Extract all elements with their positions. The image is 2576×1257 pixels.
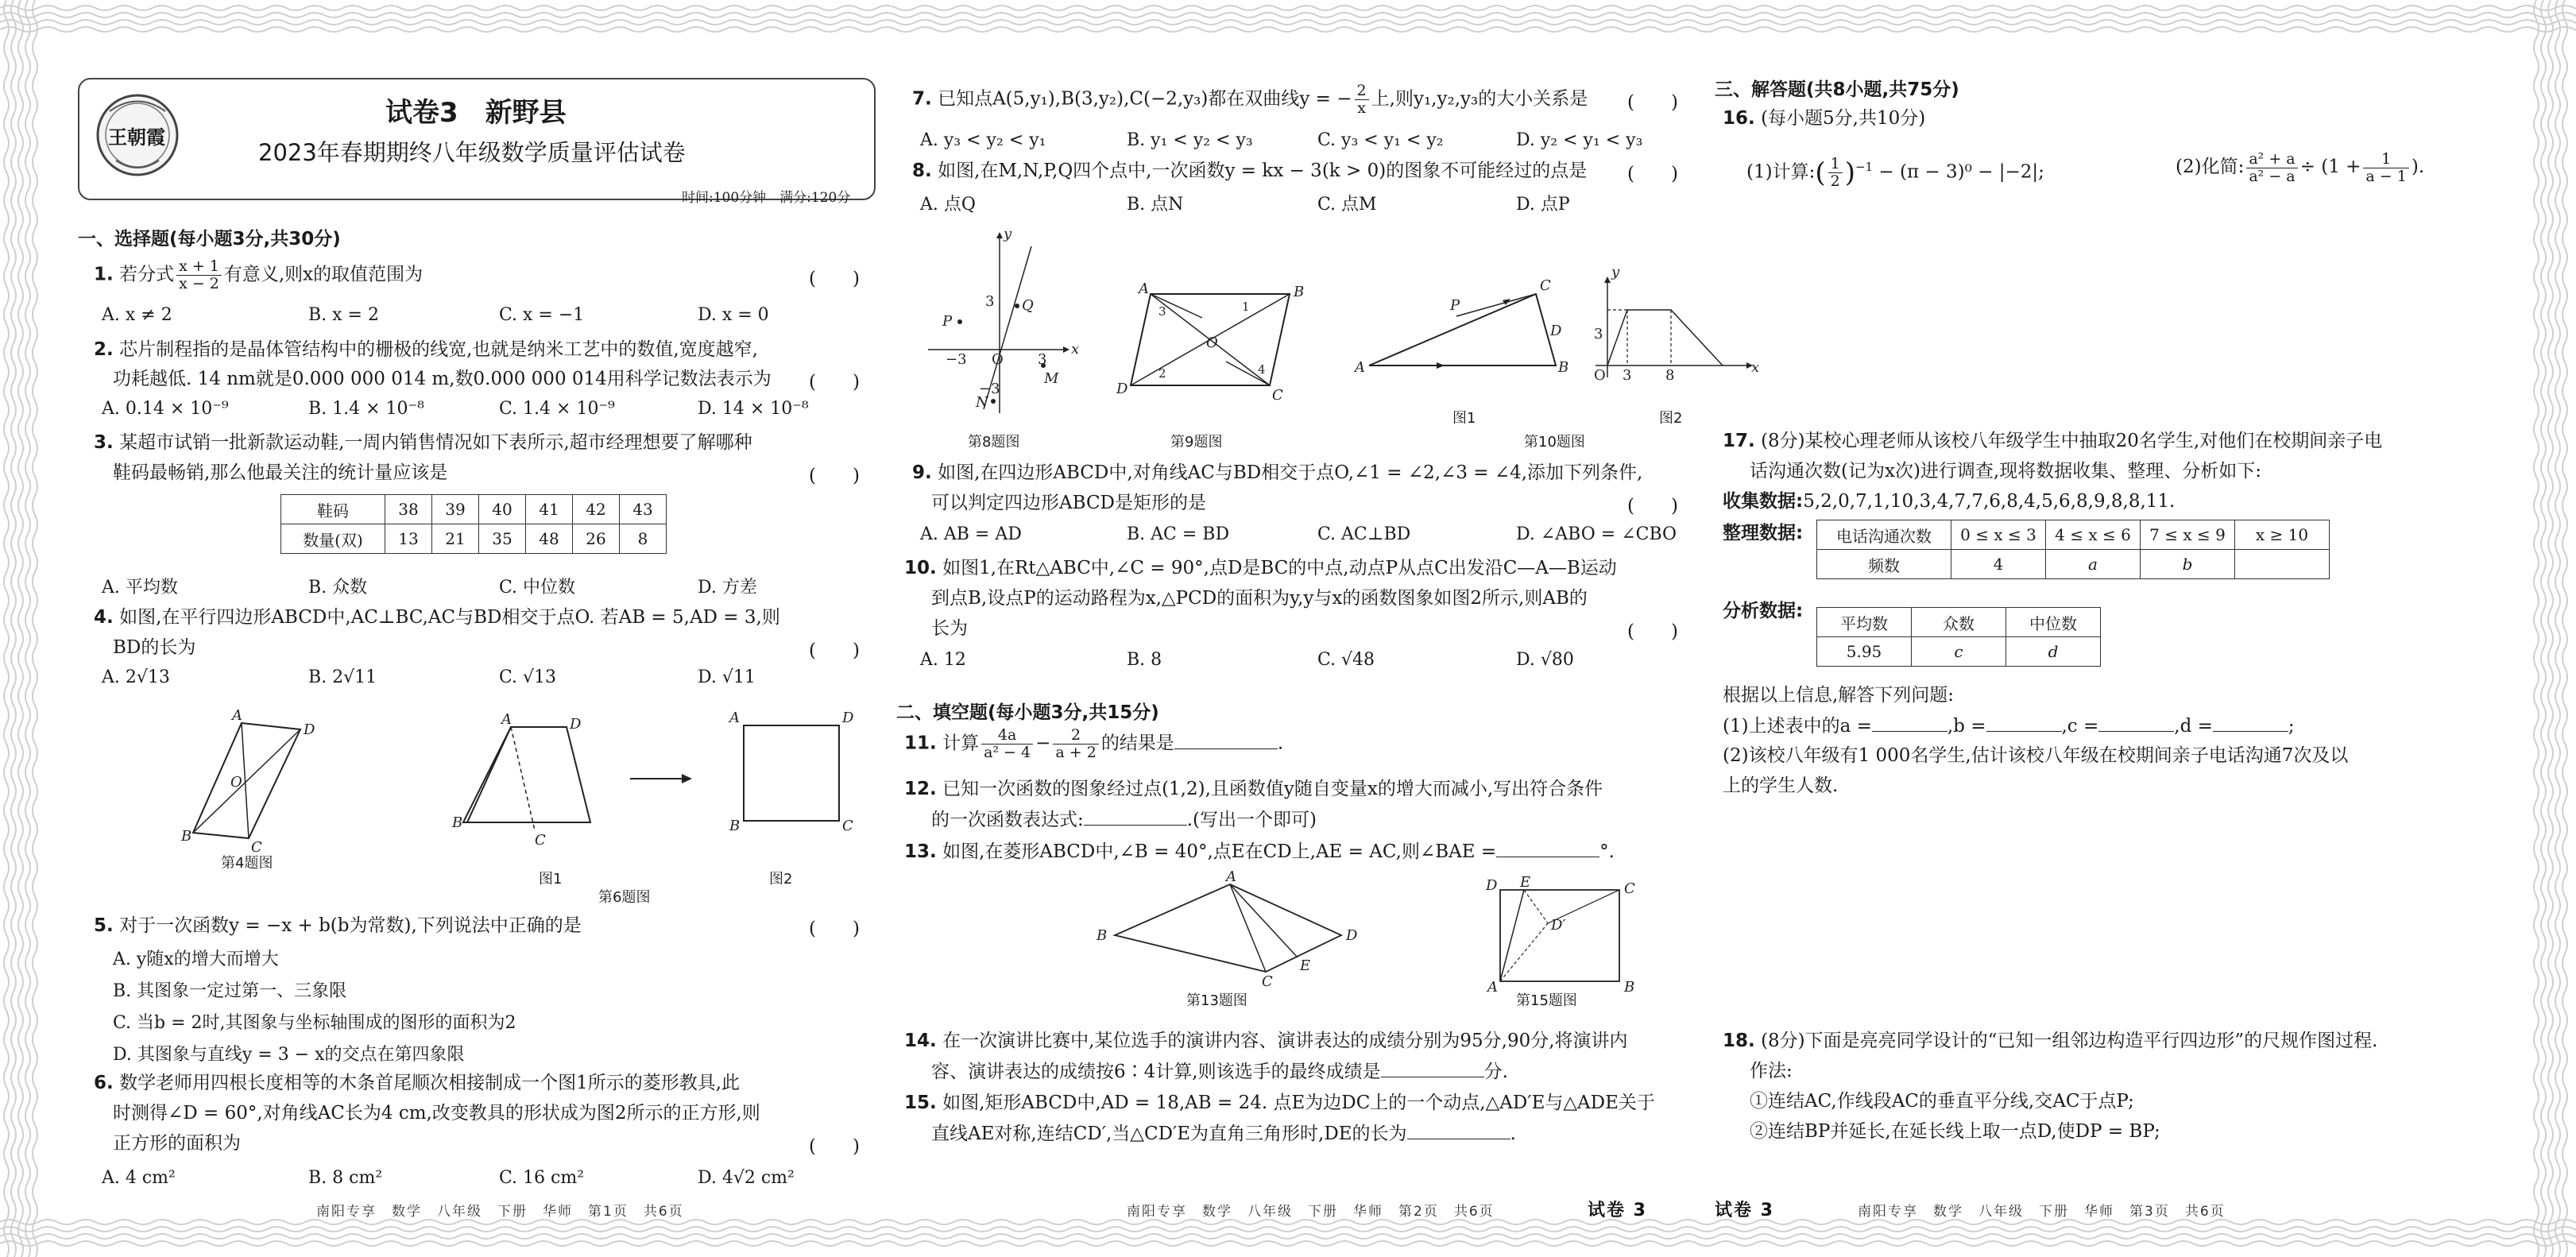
q8-figure-caption: 第8题图 (968, 434, 1020, 451)
svg-text:B: B (1558, 359, 1569, 376)
q9-answer-paren: ( ) (1627, 496, 1678, 516)
q10-triangle-figure (1355, 277, 1576, 405)
q16-part1: (1)计算:( $\frac{1}{2}$ )$^{-1}$ − (π − 3)⁰ − |−2|; (1746, 155, 2044, 191)
q17-sub2-line1: (2)该校八年级有1 000名学生,估计该校八年级在校期间亲子电话沟通7次及以 (1723, 745, 2349, 766)
table-row (1817, 608, 2101, 637)
q7-option-d: D. y₂ < y₁ < y₃ (1516, 130, 1643, 150)
table-cell: 鞋码 (281, 495, 385, 524)
svg-text:3: 3 (1038, 351, 1047, 368)
q13-rhombus-figure (1095, 868, 1358, 990)
table-cell: x ≥ 10 (2235, 520, 2330, 550)
q8-stem: 8. 如图,在M,N,P,Q四个点中,一次函数y = kx − 3(k > 0)的图象不可能经过的点是 (912, 161, 1588, 181)
q1-answer-paren: ( ) (809, 269, 860, 289)
q2-stem-line1: 2. 芯片制程指的是晶体管结构中的栅极的线宽,也就是纳米工艺中的数值,宽度越窄, (94, 339, 758, 360)
footer-page-3: 南阳专享 数学 八年级 下册 华师 第3页 共6页 (1858, 1204, 2226, 1220)
q10-stem-line3: 长为 (931, 618, 968, 639)
column-page-3 (1715, 40, 2517, 1220)
q6-square-figure (729, 710, 854, 846)
svg-text:C: C (1272, 387, 1283, 404)
table-cell: 39 (432, 495, 479, 524)
q4-answer-paren: ( ) (809, 640, 860, 661)
q17-statistics-table (1816, 607, 2101, 667)
q14-answer-blank[interactable] (1381, 1059, 1484, 1077)
footer-page-1: 南阳专享 数学 八年级 下册 华师 第1页 共6页 (316, 1204, 684, 1220)
q3-option-c: C. 中位数 (499, 578, 576, 598)
exam-tag-page-2: 试卷 3 (1588, 1201, 1647, 1220)
q3-option-b: B. 众数 (308, 578, 368, 598)
q1-option-b: B. x = 2 (308, 305, 379, 325)
q10-figure-caption: 第10题图 (1524, 434, 1585, 451)
column-page-1 (78, 40, 880, 1220)
q17-stem-line2: 话沟通次数(记为x次)进行调查,现将数据收集、整理、分析如下: (1750, 461, 2261, 482)
svg-text:D′: D′ (1551, 917, 1566, 934)
exam-tag-page-3: 试卷 3 (1715, 1201, 1774, 1220)
svg-text:M: M (1044, 370, 1059, 387)
table-cell: 40 (479, 495, 526, 524)
q9-option-c: C. AC⊥BD (1317, 524, 1411, 544)
q12-stem-line1: 12. 已知一次函数的图象经过点(1,2),且函数值y随自变量x的增大而减小,写出符合条件 (904, 779, 1603, 799)
q8-answer-paren: ( ) (1627, 164, 1678, 184)
svg-text:D: D (304, 721, 315, 738)
q4-parallelogram-figure (181, 707, 324, 866)
table-cell: 平均数 (1817, 608, 1912, 637)
svg-text:C: C (1540, 277, 1551, 294)
q3-option-d: D. 方差 (698, 578, 757, 598)
q4-stem-line2: BD的长为 (113, 637, 196, 658)
q6-stem-line1: 6. 数学老师用四根长度相等的木条首尾顺次相接制成一个图1所示的菱形教具,此 (94, 1073, 741, 1093)
table-cell: 8 (620, 524, 667, 554)
q3-answer-paren: ( ) (809, 466, 860, 486)
q3-option-a: A. 平均数 (102, 578, 178, 598)
table-cell: 7 ≤ x ≤ 9 (2141, 520, 2235, 550)
q5-answer-paren: ( ) (809, 919, 860, 939)
q8-option-c: C. 点M (1317, 195, 1377, 215)
q2-option-c: C. 1.4 × 10⁻⁹ (499, 399, 615, 419)
svg-text:O: O (992, 351, 1004, 368)
q10-option-a: A. 12 (920, 650, 966, 670)
table-cell: 43 (620, 495, 667, 524)
svg-text:3: 3 (1594, 326, 1603, 342)
table-cell: 5.95 (1817, 637, 1912, 667)
svg-text:E: E (1520, 874, 1531, 891)
q3-stem-line2: 鞋码最畅销,那么他最关注的统计量应该是 (113, 462, 448, 483)
svg-text:C: C (1262, 973, 1273, 990)
q8-option-b: B. 点N (1127, 195, 1184, 215)
table-cell: 4 (1951, 550, 2046, 579)
table-cell: 21 (432, 524, 479, 554)
svg-text:E: E (1300, 957, 1311, 974)
q7-answer-paren: ( ) (1627, 92, 1678, 113)
q1-option-a: A. x ≠ 2 (102, 305, 172, 325)
q9-option-a: A. AB = AD (920, 524, 1022, 544)
table-cell: 35 (479, 524, 526, 554)
q16-stem: 16. (每小题5分,共10分) (1723, 108, 1926, 129)
svg-text:x: x (1071, 341, 1080, 358)
table-cell: 38 (385, 495, 432, 524)
svg-text:2: 2 (1158, 366, 1166, 381)
svg-text:D: D (1550, 323, 1562, 339)
svg-text:C: C (251, 839, 262, 856)
q9-option-d: D. ∠ABO = ∠CBO (1516, 524, 1677, 544)
q17-sub1: (1)上述表中的a = ,b = ,c = ,d = ; (1723, 714, 2295, 738)
section-choice-heading: 一、选择题(每小题3分,共30分) (78, 229, 341, 249)
svg-text:C: C (1624, 880, 1635, 897)
table-cell: 中位数 (2006, 608, 2101, 637)
logo-text: 王朝霞 (108, 126, 165, 149)
svg-text:C: C (535, 832, 546, 849)
svg-text:D: D (1486, 877, 1498, 894)
svg-text:−3: −3 (946, 351, 967, 368)
table-cell: 13 (385, 524, 432, 554)
table-row (281, 524, 667, 554)
q6-option-d: D. 4√2 cm² (698, 1168, 795, 1188)
table-cell: 众数 (1912, 608, 2006, 637)
q11-stem: 11. 计算 $\frac{4a}{\text{a² − 4}}$ − $\frac{2}{a + 2}$ 的结果是 . (904, 726, 1284, 761)
q6-fig2-caption: 图2 (769, 871, 793, 888)
svg-text:x: x (1751, 359, 1760, 376)
svg-text:D: D (1116, 381, 1128, 397)
svg-text:D: D (842, 710, 854, 726)
q10-fig2-caption: 图2 (1659, 410, 1683, 427)
q6-option-a: A. 4 cm² (102, 1168, 176, 1188)
svg-text:B: B (452, 814, 463, 831)
table-row (281, 495, 667, 524)
svg-text:4: 4 (1258, 362, 1266, 377)
svg-text:A: A (1139, 280, 1149, 297)
svg-text:B: B (729, 818, 741, 834)
q9-stem-line1: 9. 如图,在四边形ABCD中,对角线AC与BD相交于点O,∠1 = ∠2,∠3 = ∠4,添加下列条件, (912, 462, 1643, 483)
q12-answer-blank[interactable] (1084, 807, 1187, 826)
q8-coordinate-figure (928, 226, 1087, 421)
section-answer-heading: 三、解答题(共8小题,共75分) (1715, 79, 1959, 100)
q17-ask: 根据以上信息,解答下列问题: (1723, 685, 1955, 706)
q10-answer-paren: ( ) (1627, 621, 1678, 642)
table-cell: 42 (573, 495, 620, 524)
q5-option-a: A. y随x的增大而增大 (113, 950, 279, 969)
q14-stem-line1: 14. 在一次演讲比赛中,某位选手的演讲内容、演讲表达的成绩分别为95分,90分,将演讲内 (904, 1031, 1628, 1051)
footer-page-2: 南阳专享 数学 八年级 下册 华师 第2页 共6页 (1127, 1204, 1495, 1220)
q13-answer-blank[interactable] (1496, 839, 1599, 857)
svg-text:B: B (1097, 927, 1108, 944)
table-cell: b (2141, 550, 2235, 579)
q6-stem-line3: 正方形的面积为 (113, 1133, 241, 1154)
svg-text:Q: Q (1022, 297, 1034, 314)
q17-blank-b[interactable] (1986, 714, 2062, 732)
q4-option-a: A. 2√13 (102, 667, 170, 687)
q2-answer-paren: ( ) (809, 372, 860, 393)
q1-stem: 1. 若分式 $\frac{x + 1}{x - 2}$ 有意义,则x的取值范围为 (94, 257, 424, 292)
table-cell: 48 (526, 524, 573, 554)
table-cell: 电话沟通次数 (1817, 520, 1951, 550)
q17-analyze-label: 分析数据: (1723, 601, 1804, 621)
q1-option-c: C. x = −1 (499, 305, 585, 325)
q18-stem-line1: 18. (8分)下面是亮亮同学设计的“已知一组邻边构造平行四边形”的尺规作图过程. (1723, 1031, 2378, 1051)
table-row (1817, 520, 2330, 550)
q17-collect: 收集数据:5,2,0,7,1,10,3,4,7,7,6,8,4,5,6,8,9,8,8,11. (1723, 491, 2176, 512)
q9-quadrilateral-figure (1116, 280, 1305, 417)
q5-option-c: C. 当b = 2时,其图象与坐标轴围成的图形的面积为2 (113, 1013, 516, 1033)
q14-stem-line2: 容、演讲表达的成绩按6∶4计算,则该选手的最终成绩是 分. (931, 1059, 1508, 1084)
q10-option-b: B. 8 (1127, 650, 1162, 670)
q15-answer-blank[interactable] (1407, 1121, 1510, 1139)
q15-stem-line1: 15. 如图,矩形ABCD中,AD = 18,AB = 24. 点E为边DC上的一个动点,△AD′E与△ADE关于 (904, 1093, 1655, 1113)
q18-method-label: 作法: (1750, 1061, 1793, 1081)
q6-option-b: B. 8 cm² (308, 1168, 383, 1188)
q15-stem-line2: 直线AE对称,连结CD′,当△CD′E为直角三角形时,DE的长为 . (931, 1121, 1516, 1146)
exam-title: 试卷3 新野县 (385, 97, 567, 129)
table-cell: 数量(双) (281, 524, 385, 554)
q16-part2: (2)化简: $\frac{\text{a² + a}}{\text{a² − a}}$ ÷ (1 + $\frac{1}{a - 1}$ ). (2176, 149, 2425, 185)
q2-stem-line2: 功耗越低. 14 nm就是0.000 000 014 m,数0.000 000 014用科学记数法表示为 (113, 369, 772, 389)
svg-text:y: y (1611, 264, 1620, 280)
q6-figure-caption: 第6题图 (598, 889, 651, 906)
svg-text:P: P (1450, 297, 1460, 314)
q4-option-c: C. √13 (499, 667, 557, 687)
svg-text:D: D (570, 716, 582, 733)
q6-stem-line2: 时测得∠D = 60°,对角线AC长为4 cm,改变教具的形状成为图2所示的正方形,则 (113, 1103, 760, 1124)
q7-option-a: A. y₃ < y₂ < y₁ (920, 130, 1046, 150)
time-score: 时间:100分钟 满分:120分 (682, 190, 851, 206)
column-page-2 (896, 40, 1760, 1220)
table-cell: 26 (573, 524, 620, 554)
q11-answer-blank[interactable] (1174, 731, 1278, 749)
q4-stem-line1: 4. 如图,在平行四边形ABCD中,AC⊥BC,AC与BD相交于点O. 若AB = 5,AD = 3,则 (94, 607, 780, 628)
q17-blank-a[interactable] (1872, 714, 1947, 732)
q4-figure-caption: 第4题图 (221, 855, 273, 872)
svg-text:O: O (1206, 335, 1218, 351)
q13-stem: 13. 如图,在菱形ABCD中,∠B = 40°,点E在CD上,AE = AC,则∠BAE = °. (904, 839, 1615, 864)
table-row (1817, 550, 2330, 579)
arrow-icon (630, 771, 694, 787)
q2-option-b: B. 1.4 × 10⁻⁸ (308, 399, 424, 419)
q4-option-b: B. 2√11 (308, 667, 377, 687)
svg-text:A: A (501, 711, 512, 728)
q6-option-c: C. 16 cm² (499, 1168, 585, 1188)
q7-stem: 7. 已知点A(5,y₁),B(3,y₂),C(−2,y₃)都在双曲线y = − $\frac{2}{x}$ 上,则y₁,y₂,y₃的大小关系是 (912, 82, 1588, 117)
svg-text:B: B (1624, 979, 1635, 996)
q18-step-1: ①连结AC,作线段AC的垂直平分线,交AC于点P; (1750, 1091, 2134, 1112)
q17-stem-line1: 17. (8分)某校心理老师从该校八年级学生中抽取20名学生,对他们在校期间亲子电 (1723, 431, 2383, 451)
svg-text:−3: −3 (979, 381, 1000, 397)
q7-option-c: C. y₃ < y₁ < y₂ (1317, 130, 1444, 150)
q10-stem-line1: 10. 如图1,在Rt△ABC中,∠C = 90°,点D是BC的中点,动点P从点C出发沿C—A—B运动 (904, 558, 1617, 578)
section-fill-heading: 二、填空题(每小题3分,共15分) (896, 702, 1159, 723)
q4-option-d: D. √11 (698, 667, 756, 687)
q10-option-d: D. √80 (1516, 650, 1574, 670)
table-cell: 41 (526, 495, 573, 524)
q8-option-a: A. 点Q (920, 195, 976, 215)
q3-stem-line1: 3. 某超市试销一批新款运动鞋,一周内销售情况如下表所示,超市经理想要了解哪种 (94, 432, 752, 453)
q9-figure-caption: 第9题图 (1170, 434, 1223, 451)
q9-stem-line2: 可以判定四边形ABCD是矩形的是 (931, 493, 1206, 513)
table-cell: 频数 (1817, 550, 1951, 579)
svg-text:3: 3 (985, 293, 995, 310)
svg-text:C: C (842, 818, 853, 834)
svg-text:D: D (1346, 927, 1358, 944)
title-box (78, 78, 876, 200)
q2-option-a: A. 0.14 × 10⁻⁹ (102, 399, 229, 419)
table-cell: d (2006, 637, 2101, 667)
table-row (1817, 637, 2101, 667)
svg-text:3: 3 (1158, 304, 1166, 319)
q9-option-b: B. AC = BD (1127, 524, 1230, 544)
svg-text:B: B (181, 828, 192, 845)
table-cell (2235, 550, 2330, 579)
q17-frequency-table (1816, 520, 2330, 579)
svg-text:B: B (1294, 284, 1305, 300)
q1-option-d: D. x = 0 (698, 305, 769, 325)
svg-text:8: 8 (1665, 367, 1675, 384)
svg-text:A: A (1355, 359, 1365, 376)
q10-option-c: C. √48 (1317, 650, 1375, 670)
q2-option-d: D. 14 × 10⁻⁸ (698, 399, 809, 419)
q15-rectangle-figure (1484, 874, 1635, 996)
q17-blank-c[interactable] (2098, 714, 2174, 732)
q6-rhombus-figure (452, 711, 606, 854)
svg-text:A: A (1226, 868, 1236, 885)
svg-text:1: 1 (1242, 300, 1250, 314)
q7-option-b: B. y₁ < y₂ < y₃ (1127, 130, 1253, 150)
q5-stem: 5. 对于一次函数y = −x + b(b为常数),下列说法中正确的是 (94, 915, 582, 936)
svg-text:P: P (942, 313, 953, 330)
q18-step-2: ②连结BP并延长,在延长线上取一点D,使DP = BP; (1750, 1121, 2160, 1142)
svg-text:A: A (232, 707, 242, 724)
q17-sub2-line2: 上的学生人数. (1723, 775, 1839, 796)
q8-option-d: D. 点P (1516, 195, 1570, 215)
q17-organize-label: 整理数据: (1723, 523, 1804, 543)
svg-text:3: 3 (1623, 367, 1632, 384)
q13-figure-caption: 第13题图 (1186, 992, 1247, 1009)
q10-fig1-caption: 图1 (1452, 410, 1476, 427)
q12-stem-line2: 的一次函数表达式: .(写出一个即可) (931, 807, 1317, 832)
svg-text:A: A (729, 710, 740, 726)
q5-option-d: D. 其图象与直线y = 3 − x的交点在第四象限 (113, 1045, 465, 1065)
svg-text:y: y (1004, 226, 1012, 242)
q6-fig1-caption: 图1 (539, 871, 563, 888)
q3-shoe-table (280, 494, 667, 554)
svg-text:N: N (976, 394, 988, 411)
q6-answer-paren: ( ) (809, 1136, 860, 1157)
exam-subtitle: 2023年春期期终八年级数学质量评估试卷 (258, 139, 686, 166)
svg-text:O: O (230, 774, 242, 791)
svg-text:A: A (1487, 979, 1498, 996)
q15-figure-caption: 第15题图 (1516, 992, 1577, 1009)
q17-blank-d[interactable] (2213, 714, 2288, 732)
table-cell: 4 ≤ x ≤ 6 (2046, 520, 2141, 550)
q5-option-b: B. 其图象一定过第一、三象限 (113, 981, 347, 1001)
svg-text:O: O (1594, 367, 1606, 384)
table-cell: 0 ≤ x ≤ 3 (1951, 520, 2046, 550)
table-cell: c (1912, 637, 2006, 667)
exam-sheet (46, 40, 2530, 1220)
q10-stem-line2: 到点B,设点P的运动路程为x,△PCD的面积为y,y与x的函数图象如图2所示,则AB的 (931, 588, 1588, 609)
table-cell: a (2046, 550, 2141, 579)
